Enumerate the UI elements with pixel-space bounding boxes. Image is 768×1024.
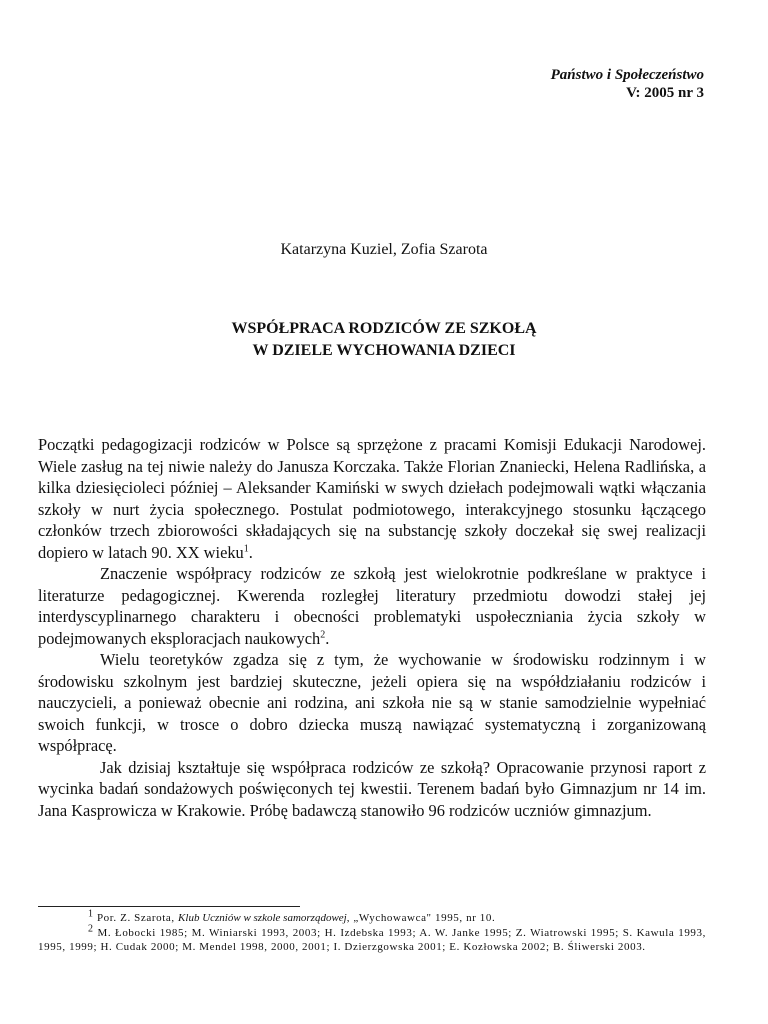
footnote-divider <box>38 906 300 907</box>
footnote-2 <box>38 922 706 955</box>
paragraph-2 <box>38 563 706 649</box>
article-title <box>0 318 768 362</box>
footnote-mark-1: 1 <box>88 908 94 920</box>
paragraph-text: Znaczenie współpracy rodziców ze szkołą jest wielokrotnie podkreślane w praktyce i literaturze pedagogicznej. Kwerenda rozległej literatury przedmiotu dowodzi stałej jej interdyscyplinarnego charakteru i obecności problematyki uspołeczniania życia szkoły w podejmowanych eksploracjach naukowych <box>38 564 706 648</box>
article-authors: Katarzyna Kuziel, Zofia Szarota <box>280 241 488 258</box>
footnote-text: Por. Z. Szarota, <box>93 912 179 924</box>
article-body <box>38 434 706 821</box>
footnote-italic-title: Klub Uczniów w szkole samorządowej <box>178 912 347 924</box>
footnote-ref-2: 2 <box>320 629 326 641</box>
paragraph-text: Początki pedagogizacji rodziców w Polsce są sprzężone z pracami Komisji Edukacji Narodowej. Wiele zasług na tej niwie należy do Janusza Korczaka. Także Florian Znaniecki, Helena Radlińska, a kilka dziesięcioleci później – Aleksander Kamiński w swych dziełach podejmowali wątki włączania szkoły w nurt życia społecznego. Postulat podmiotowego, interakcyjnego stosunku łączącego członków trzech zbiorowości składających się na substancję szkoły doczekał się swej realizacji dopiero w latach 90. XX wieku <box>38 435 706 562</box>
paragraph-end: . <box>248 542 253 562</box>
paragraph-3: Wielu teoretyków zgadza się z tym, że wychowanie w środowisku rodzinnym i w środowisku szkolnym jest bardziej skuteczne, jeżeli opiera się na współdziałaniu rodziców i nauczycieli, a ponieważ obecnie ani rodzina, ani szkoła nie są w stanie samodzielnie wypełniać swoich funkcji, w trosce o dobro dziecka muszą nawiązać systematyczną i zorganizowaną współpracę. <box>38 650 706 755</box>
paragraph-1 <box>38 434 706 563</box>
journal-header <box>551 66 704 102</box>
footnote-mark-2: 2 <box>88 922 94 934</box>
footnote-text: , „Wychowawca" 1995, nr 10. <box>346 912 496 924</box>
footnote-1 <box>38 908 706 926</box>
footnotes <box>38 908 706 955</box>
paragraph-4: Jak dzisiaj kształtuje się współpraca rodziców ze szkołą? Opracowanie przynosi raport z wycinka badań sondażowych poświęconych tej kwestii. Terenem badań było Gimnazjum nr 14 im. Jana Kasprowicza w Krakowie. Próbę badawczą stanowiło 96 rodziców uczniów gimnazjum. <box>38 757 706 820</box>
title-line-2: W DZIELE WYCHOWANIA DZIECI <box>252 342 516 359</box>
footnote-ref-1: 1 <box>243 543 249 555</box>
title-line-1: WSPÓŁPRACA RODZICÓW ZE SZKOŁĄ <box>231 320 537 337</box>
footnote-text: M. Łobocki 1985; M. Winiarski 1993, 2003; H. Izdebska 1993; A. W. Janke 1995; Z. Wiatrowski 1995; S. Kawula 1993, 1995, 1999; H. Cudak 2000; M. Mendel 1998, 2000, 2001; I. Dzierzgowska 2001; E. Kozłowska 2002; B. Śliwerski 2003. <box>38 926 706 953</box>
volume-issue: V: 2005 nr 3 <box>626 85 704 101</box>
paragraph-end: . <box>325 628 330 648</box>
journal-name: Państwo i Społeczeństwo <box>550 67 704 83</box>
